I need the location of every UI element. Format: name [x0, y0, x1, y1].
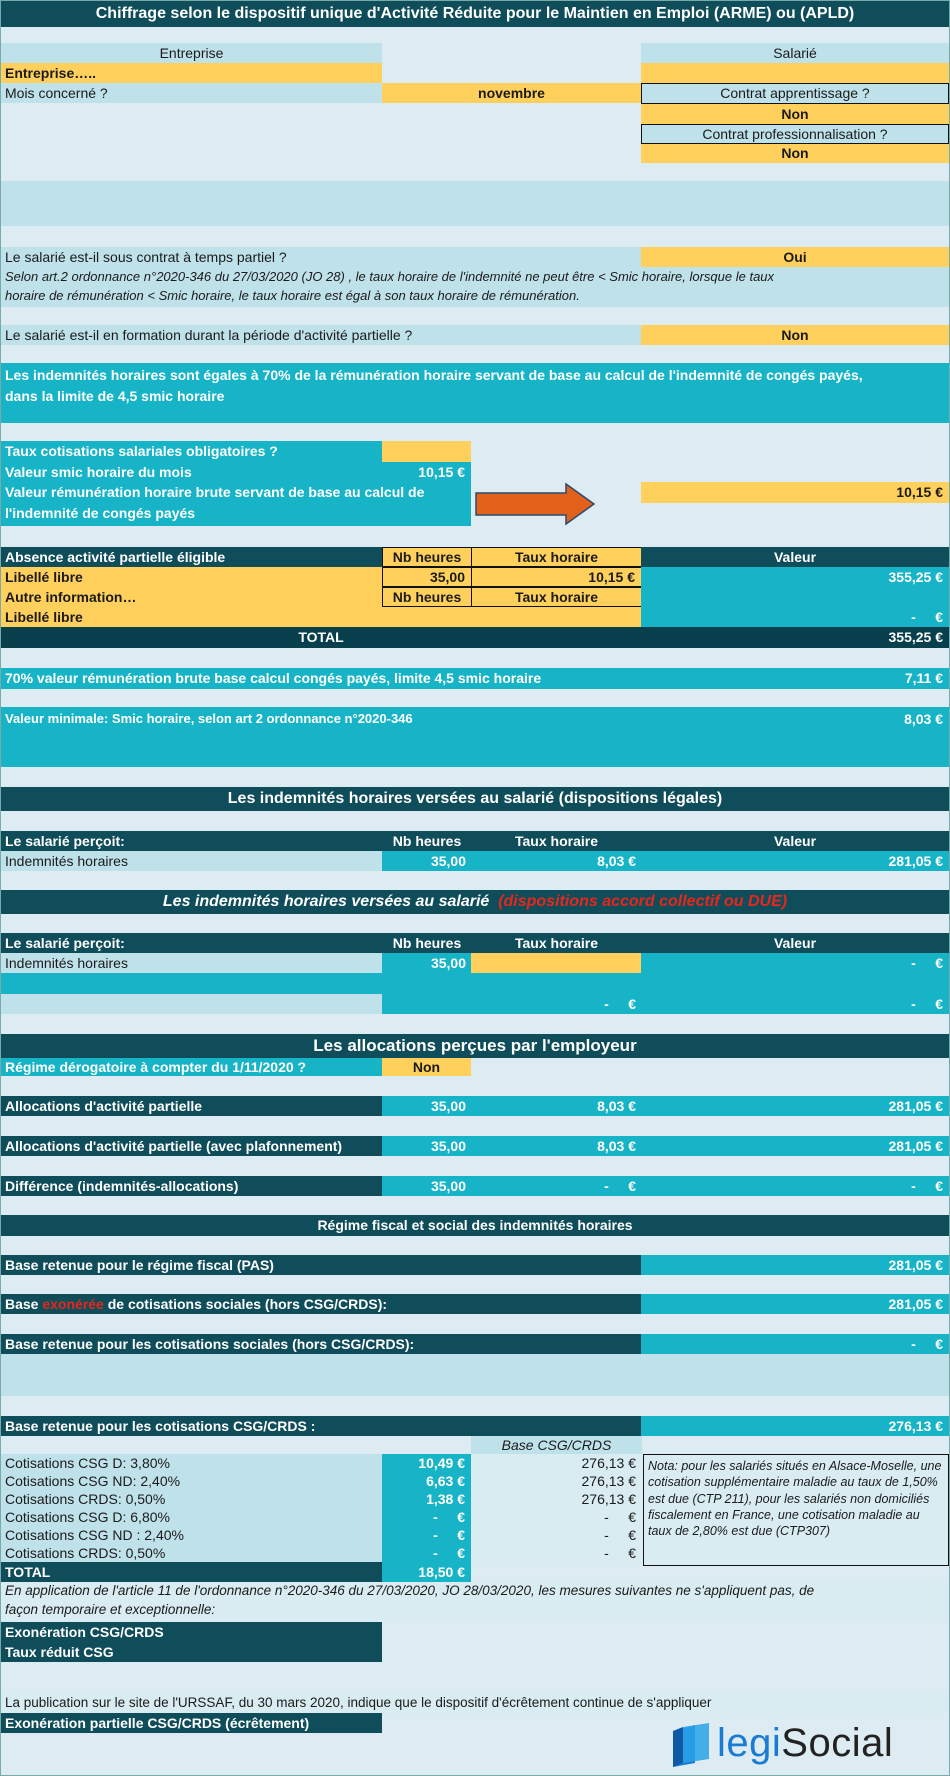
fiscal-title: Régime fiscal et social des indemnités horaires [1, 1215, 949, 1236]
valeur-minimale-label: Valeur minimale: Smic horaire, selon art 2 ordonnance n°2020-346 [1, 707, 641, 767]
accord-row-heures: 35,00 [382, 953, 472, 973]
csg-base-header: Base CSG/CRDS [471, 1436, 642, 1454]
temps-partiel-select[interactable]: Oui [641, 247, 949, 267]
csg-row4-label: Cotisations CSG D: 6,80% [1, 1508, 382, 1526]
csg-row3-label: Cotisations CRDS: 0,50% [1, 1490, 382, 1508]
legal-col4: Valeur [641, 831, 949, 851]
exoneration-partielle-label: Exonération partielle CSG/CRDS (écrêtement) [1, 1713, 382, 1733]
entreprise-header: Entreprise [1, 43, 382, 63]
base-exoneree-label [1, 1294, 641, 1314]
csg-row1-label: Cotisations CSG D: 3,80% [1, 1454, 382, 1472]
temps-partiel-question: Le salarié est-il sous contrat à temps partiel ? [1, 247, 641, 267]
salarie-input[interactable] [641, 63, 949, 83]
base-exoneree-suffix: de cotisations sociales (hors CSG/CRDS): [103, 1295, 388, 1312]
csg-row4-montant: - € [382, 1508, 471, 1526]
legal-row-label: Indemnités horaires [1, 851, 382, 871]
csg-row5-label: Cotisations CSG ND : 2,40% [1, 1526, 382, 1544]
pas-label: Base retenue pour le régime fiscal (PAS) [1, 1255, 641, 1275]
alloc-row3-taux: - € [471, 1176, 642, 1196]
seventy-percent-value: 7,11 € [641, 668, 949, 689]
absence-row1-label[interactable]: Libellé libre [1, 567, 382, 587]
legal-col1: Le salarié perçoit: [1, 831, 382, 851]
absence-row1-valeur: 355,25 € [641, 567, 949, 587]
accord-col1: Le salarié perçoit: [1, 933, 382, 953]
alloc-row1-label: Allocations d'activité partielle [1, 1096, 382, 1116]
alloc-row3-label: Différence (indemnités-allocations) [1, 1176, 382, 1196]
accord-total-heures [382, 994, 472, 1014]
fiscal-blank-band [1, 1354, 949, 1396]
csg-row6-base: - € [471, 1544, 642, 1562]
info-banner [1, 363, 949, 423]
alsace-moselle-note: Nota: pour les salariés situés en Alsace-Moselle, une cotisation supplémentaire maladie au taux de 1,50% est due (CTP 211), pour les salariés non domiciliés fiscalement en France, une cotisation maladie au taux de 2,80% est due (CTP307) [643, 1454, 949, 1566]
accord-row-taux-input[interactable] [471, 953, 642, 973]
legisocial-logo-icon [669, 1723, 711, 1767]
accord-blank-row [1, 973, 949, 994]
csg-row4-base: - € [471, 1508, 642, 1526]
absence-row2-heures: Nb heures [382, 587, 472, 607]
legal-row-heures: 35,00 [382, 851, 472, 871]
absence-row2-label[interactable]: Autre information… [1, 587, 382, 607]
allocations-title: Les allocations perçues par l'employeur [1, 1034, 949, 1058]
seventy-percent-label: 70% valeur rémunération brute base calcul congés payés, limite 4,5 smic horaire [1, 668, 641, 689]
remuneration-input[interactable]: 10,15 € [641, 482, 949, 503]
absence-col4: Valeur [641, 547, 949, 567]
alloc-row1-taux: 8,03 € [471, 1096, 642, 1116]
accord-total-taux: - € [471, 994, 642, 1014]
logo-text [717, 1719, 893, 1767]
alloc-row2-valeur: 281,05 € [641, 1136, 949, 1156]
entreprise-input[interactable]: Entreprise….. [1, 63, 382, 83]
base-cotisations-value: - € [641, 1334, 949, 1354]
csg-row5-base: - € [471, 1526, 642, 1544]
remuneration-label-line1: Valeur rémunération horaire brute servant de base au calcul de [5, 484, 425, 500]
taux-reduit-csg-label: Taux réduit CSG [1, 1642, 382, 1662]
info-banner-line2: dans la limite de 4,5 smic horaire [5, 388, 225, 404]
csg-row2-base: 276,13 € [471, 1472, 642, 1490]
csg-row2-label: Cotisations CSG ND: 2,40% [1, 1472, 382, 1490]
alloc-row3-valeur: - € [641, 1176, 949, 1196]
accord-col4: Valeur [641, 933, 949, 953]
accord-col2: Nb heures [382, 933, 472, 953]
legal-section-title: Les indemnités horaires versées au salarié (dispositions légales) [1, 787, 949, 811]
csg-row2-montant: 6,63 € [382, 1472, 471, 1490]
alloc-row2-heures: 35,00 [382, 1136, 472, 1156]
accord-row-valeur: - € [641, 953, 949, 973]
logo-text-legi: legi [717, 1721, 782, 1765]
taux-cotisations-input[interactable] [382, 441, 471, 462]
base-exoneree-prefix: Base [5, 1295, 43, 1312]
pas-value: 281,05 € [641, 1255, 949, 1275]
csg-row1-montant: 10,49 € [382, 1454, 471, 1472]
alloc-row1-valeur: 281,05 € [641, 1096, 949, 1116]
blank-band [1, 181, 949, 226]
accord-total-valeur: - € [641, 994, 949, 1014]
formation-select[interactable]: Non [641, 325, 949, 345]
smic-horaire-label: Valeur smic horaire du mois [1, 462, 382, 482]
temps-partiel-note [1, 267, 949, 307]
base-exoneree-value: 281,05 € [641, 1294, 949, 1314]
application-note [1, 1582, 949, 1622]
accord-section-title [1, 890, 949, 914]
absence-col2: Nb heures [382, 547, 472, 567]
regime-derogatoire-label: Régime dérogatoire à compter du 1/11/2020 ? [1, 1058, 382, 1076]
base-cotisations-label: Base retenue pour les cotisations sociales (hors CSG/CRDS): [1, 1334, 641, 1354]
legal-col2: Nb heures [382, 831, 472, 851]
accord-title-part2: (dispositions accord collectif ou DUE) [498, 893, 788, 911]
regime-derogatoire-select[interactable]: Non [382, 1058, 471, 1076]
csg-base-label: Base retenue pour les cotisations CSG/CRDS : [1, 1416, 641, 1436]
accord-title-part1: Les indemnités horaires versées au salarié [162, 893, 490, 911]
temps-partiel-note-line2: horaire de rémunération < Smic horaire, le taux horaire est égal à son taux horaire de rémunération. [5, 288, 580, 303]
accord-row-label: Indemnités horaires [1, 953, 382, 973]
legal-row-valeur: 281,05 € [641, 851, 949, 871]
base-exoneree-word: exonérée [42, 1295, 104, 1312]
csg-row5-montant: - € [382, 1526, 471, 1544]
alloc-row1-heures: 35,00 [382, 1096, 472, 1116]
csg-total-label: TOTAL [1, 1562, 382, 1582]
valeur-minimale-value: 8,03 € [641, 707, 949, 767]
absence-row1-taux[interactable]: 10,15 € [471, 567, 642, 587]
remuneration-label-line2: l'indemnité de congés payés [5, 505, 196, 521]
logo-text-social: Social [781, 1721, 894, 1765]
formation-question: Le salarié est-il en formation durant la période d'activité partielle ? [1, 325, 641, 345]
sheet-title: Chiffrage selon le dispositif unique d'Activité Réduite pour le Maintien en Emploi (ARME) ou (APLD) [1, 1, 949, 27]
salarie-header: Salarié [641, 43, 949, 63]
contrat-pro-label: Contrat professionnalisation ? [641, 124, 949, 144]
csg-total-value: 18,50 € [382, 1562, 471, 1582]
csg-row3-montant: 1,38 € [382, 1490, 471, 1508]
contrat-pro-select[interactable]: Non [641, 144, 949, 163]
csg-row6-montant: - € [382, 1544, 471, 1562]
legisocial-logo [669, 1717, 929, 1773]
alloc-row2-taux: 8,03 € [471, 1136, 642, 1156]
legal-row-taux: 8,03 € [471, 851, 642, 871]
csg-row6-label: Cotisations CRDS: 0,50% [1, 1544, 382, 1562]
absence-row3-label[interactable]: Libellé libre [1, 607, 382, 627]
csg-row1-base: 276,13 € [471, 1454, 642, 1472]
absence-col1: Absence activité partielle éligible [1, 547, 382, 567]
mois-label: Mois concerné ? [1, 83, 382, 103]
smic-horaire-value: 10,15 € [382, 462, 471, 482]
absence-row2-taux: Taux horaire [471, 587, 642, 607]
urssaf-note: La publication sur le site de l'URSSAF, du 30 mars 2020, indique que le dispositif d'écrêtement continue de s'appliquer [1, 1693, 949, 1713]
contrat-apprentissage-select[interactable]: Non [641, 104, 949, 124]
csg-base-value: 276,13 € [641, 1416, 949, 1436]
absence-row1-heures[interactable]: 35,00 [382, 567, 472, 587]
absence-total-label: TOTAL [1, 627, 641, 648]
contrat-apprentissage-label: Contrat apprentissage ? [641, 83, 949, 104]
accord-col3: Taux horaire [471, 933, 642, 953]
alloc-row2-label: Allocations d'activité partielle (avec plafonnement) [1, 1136, 382, 1156]
csg-row3-base: 276,13 € [471, 1490, 642, 1508]
accord-total-blank [1, 994, 382, 1014]
taux-cotisations-label: Taux cotisations salariales obligatoires ? [1, 441, 382, 462]
alloc-row3-heures: 35,00 [382, 1176, 472, 1196]
exoneration-csg-label: Exonération CSG/CRDS [1, 1622, 382, 1642]
absence-col3: Taux horaire [471, 547, 642, 567]
absence-total-value: 355,25 € [641, 627, 949, 648]
absence-row3-input[interactable] [382, 607, 641, 627]
application-note-line2: façon temporaire et exceptionnelle: [5, 1602, 216, 1617]
temps-partiel-note-line1: Selon art.2 ordonnance n°2020-346 du 27/03/2020 (JO 28) , le taux horaire de l'indemnité ne peut être < Smic horaire, lorsque le taux [5, 269, 775, 284]
legal-col3: Taux horaire [471, 831, 642, 851]
info-banner-line1: Les indemnités horaires sont égales à 70% de la rémunération horaire servant de base au calcul de l'indemnité de congés payés, [5, 367, 863, 383]
absence-row3-valeur: - € [641, 607, 949, 627]
remuneration-label [1, 482, 471, 526]
arrow-right-icon [474, 482, 596, 526]
absence-row2-valeur [641, 587, 949, 607]
mois-input[interactable]: novembre [382, 83, 641, 103]
application-note-line1: En application de l'article 11 de l'ordonnance n°2020-346 du 27/03/2020, JO 28/03/2020, les mesures suivantes ne s'appliquent pas, de [5, 1583, 815, 1598]
